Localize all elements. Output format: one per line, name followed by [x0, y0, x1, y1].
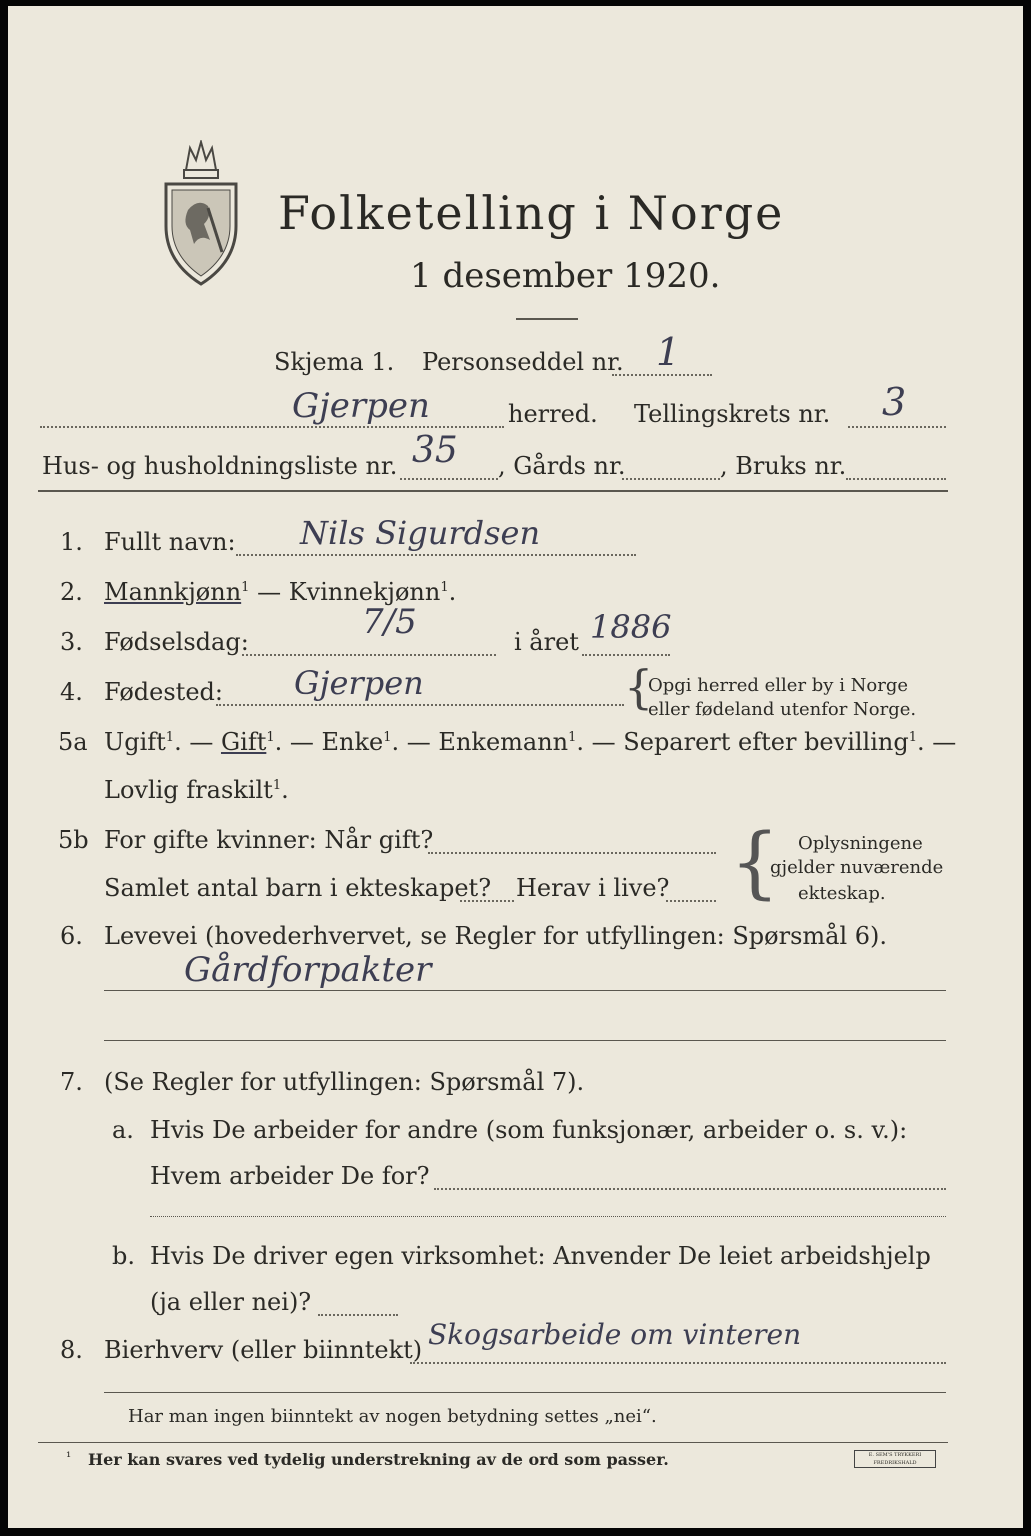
- q5a-options: Ugift$^1$. — Gift$^1$. — Enke$^1$. — Enkemann$^1$. — Separert efter bevilling$^1$. —: [104, 728, 957, 756]
- q6-number: 6.: [60, 922, 83, 950]
- q3-number: 3.: [60, 628, 83, 656]
- herred-field-line: [40, 426, 504, 428]
- alive-field-line[interactable]: [666, 900, 716, 902]
- form-title: Folketelling i Norge: [278, 186, 785, 240]
- skjema-label: Skjema 1.: [274, 348, 395, 376]
- personseddel-label: Personseddel nr.: [422, 348, 624, 376]
- q1-label: Fullt navn:: [104, 528, 236, 556]
- q5a-number: 5a: [58, 728, 88, 756]
- q5a-options-line2: Lovlig fraskilt$^1$.: [104, 776, 289, 804]
- footnote-mark: ¹: [66, 1450, 72, 1465]
- q5b-married-label: For gifte kvinner: Når gift?: [104, 826, 434, 854]
- bruks-label: , Bruks nr.: [720, 452, 847, 480]
- q5b-children-label: Samlet antal barn i ekteskapet?: [104, 874, 492, 902]
- footnote-text: Her kan svares ved tydelig understrekning av de ord som passer.: [88, 1450, 669, 1469]
- tellingskrets-label: Tellingskrets nr.: [634, 400, 831, 428]
- bruks-field-line[interactable]: [846, 478, 946, 480]
- birthday-value[interactable]: 7/5: [362, 602, 417, 642]
- q5b-brace: {: [730, 818, 780, 908]
- printer-stamp: E. SEM'S TRYKKERI FREDRIKSHALD: [854, 1450, 936, 1468]
- q6-label: Levevei (hovederhvervet, se Regler for utfyllingen: Spørsmål 6).: [104, 922, 888, 950]
- tellingskrets-field-line: [848, 426, 946, 428]
- footer-note: Har man ingen biinntekt av nogen betydning settes „nei“.: [128, 1406, 657, 1427]
- q7b-text: Hvis De driver egen virksomhet: Anvender De leiet arbeidshjelp: [150, 1242, 931, 1270]
- birthplace-value[interactable]: Gjerpen: [294, 664, 424, 702]
- q6-line2[interactable]: [104, 1040, 946, 1041]
- employer-field-line[interactable]: [434, 1188, 946, 1190]
- children-field-line[interactable]: [460, 900, 514, 902]
- q3-field-line: [242, 654, 496, 656]
- herred-label: herred.: [508, 400, 598, 428]
- q2-number: 2.: [60, 578, 83, 606]
- q4-brace: {: [624, 660, 654, 714]
- q7a-question: Hvem arbeider De for?: [150, 1162, 430, 1190]
- hus-field-line: [400, 478, 498, 480]
- q4-note-line2: eller fødeland utenfor Norge.: [648, 699, 917, 720]
- q7a-extra-line[interactable]: [150, 1216, 946, 1217]
- married-date-field-line[interactable]: [428, 852, 716, 854]
- title-divider: [516, 318, 578, 320]
- birth-year-value[interactable]: 1886: [590, 608, 672, 646]
- q7a-letter: a.: [112, 1116, 134, 1144]
- header-separator: [38, 490, 948, 492]
- q5b-note-line1: Oplysningene: [798, 833, 923, 854]
- option-separert[interactable]: Separert efter bevilling: [623, 728, 909, 756]
- year-field-line: [582, 654, 670, 656]
- q7b-letter: b.: [112, 1242, 135, 1270]
- q7-label: (Se Regler for utfyllingen: Spørsmål 7).: [104, 1068, 585, 1096]
- tellingskrets-number[interactable]: 3: [882, 380, 907, 424]
- gards-field-line[interactable]: [622, 478, 720, 480]
- q8-number: 8.: [60, 1336, 83, 1364]
- year-label: i året: [514, 628, 579, 656]
- hired-help-field-line[interactable]: [318, 1314, 398, 1316]
- footer-separator: [38, 1442, 948, 1443]
- hus-number[interactable]: 35: [412, 430, 458, 471]
- q4-number: 4.: [60, 678, 83, 706]
- q8-extra-line[interactable]: [104, 1392, 946, 1393]
- q4-note-line1: Opgi herred eller by i Norge: [648, 675, 909, 696]
- q7-number: 7.: [60, 1068, 83, 1096]
- q5b-note-line3: ekteskap.: [798, 883, 886, 904]
- option-kvinnekjonn[interactable]: Kvinnekjønn: [288, 578, 441, 606]
- full-name-value[interactable]: Nils Sigurdsen: [300, 514, 541, 552]
- option-enkemann[interactable]: Enkemann: [438, 728, 569, 756]
- q5b-number: 5b: [58, 826, 89, 854]
- q3-label: Fødselsdag:: [104, 628, 249, 656]
- option-lovlig-fraskilt[interactable]: Lovlig fraskilt: [104, 776, 273, 804]
- q8-label: Bierhverv (eller biinntekt): [104, 1336, 423, 1364]
- census-form-sheet: [8, 6, 1023, 1528]
- option-gift[interactable]: Gift: [220, 728, 267, 756]
- hus-label: Hus- og husholdningsliste nr.: [42, 452, 398, 480]
- q7b-question: (ja eller nei)?: [150, 1288, 312, 1316]
- q2-options: Mannkjønn$^1$ — Kvinnekjønn$^1$.: [104, 578, 457, 606]
- q8-field-line: [410, 1362, 946, 1364]
- personseddel-number[interactable]: 1: [656, 330, 681, 374]
- herred-value[interactable]: Gjerpen: [292, 386, 430, 426]
- q4-label: Fødested:: [104, 678, 223, 706]
- q7a-text: Hvis De arbeider for andre (som funksjonær, arbeider o. s. v.):: [150, 1116, 908, 1144]
- census-date: 1 desember 1920.: [410, 256, 721, 296]
- q5b-alive-label: Herav i live?: [516, 874, 670, 902]
- occupation-value[interactable]: Gårdforpakter: [184, 950, 432, 990]
- option-mannkjonn[interactable]: Mannkjønn: [104, 578, 242, 606]
- q6-line1: [104, 990, 946, 991]
- norway-coat-of-arms-icon: [160, 140, 242, 288]
- personseddel-field-line: [612, 374, 712, 376]
- option-ugift[interactable]: Ugift: [104, 728, 166, 756]
- q5b-note-line2: gjelder nuværende: [770, 857, 944, 878]
- q4-field-line: [216, 704, 624, 706]
- gards-label: , Gårds nr.: [498, 452, 626, 480]
- q1-field-line: [236, 554, 636, 556]
- option-enke[interactable]: Enke: [321, 728, 384, 756]
- side-occupation-value[interactable]: Skogsarbeide om vinteren: [428, 1318, 802, 1351]
- q1-number: 1.: [60, 528, 83, 556]
